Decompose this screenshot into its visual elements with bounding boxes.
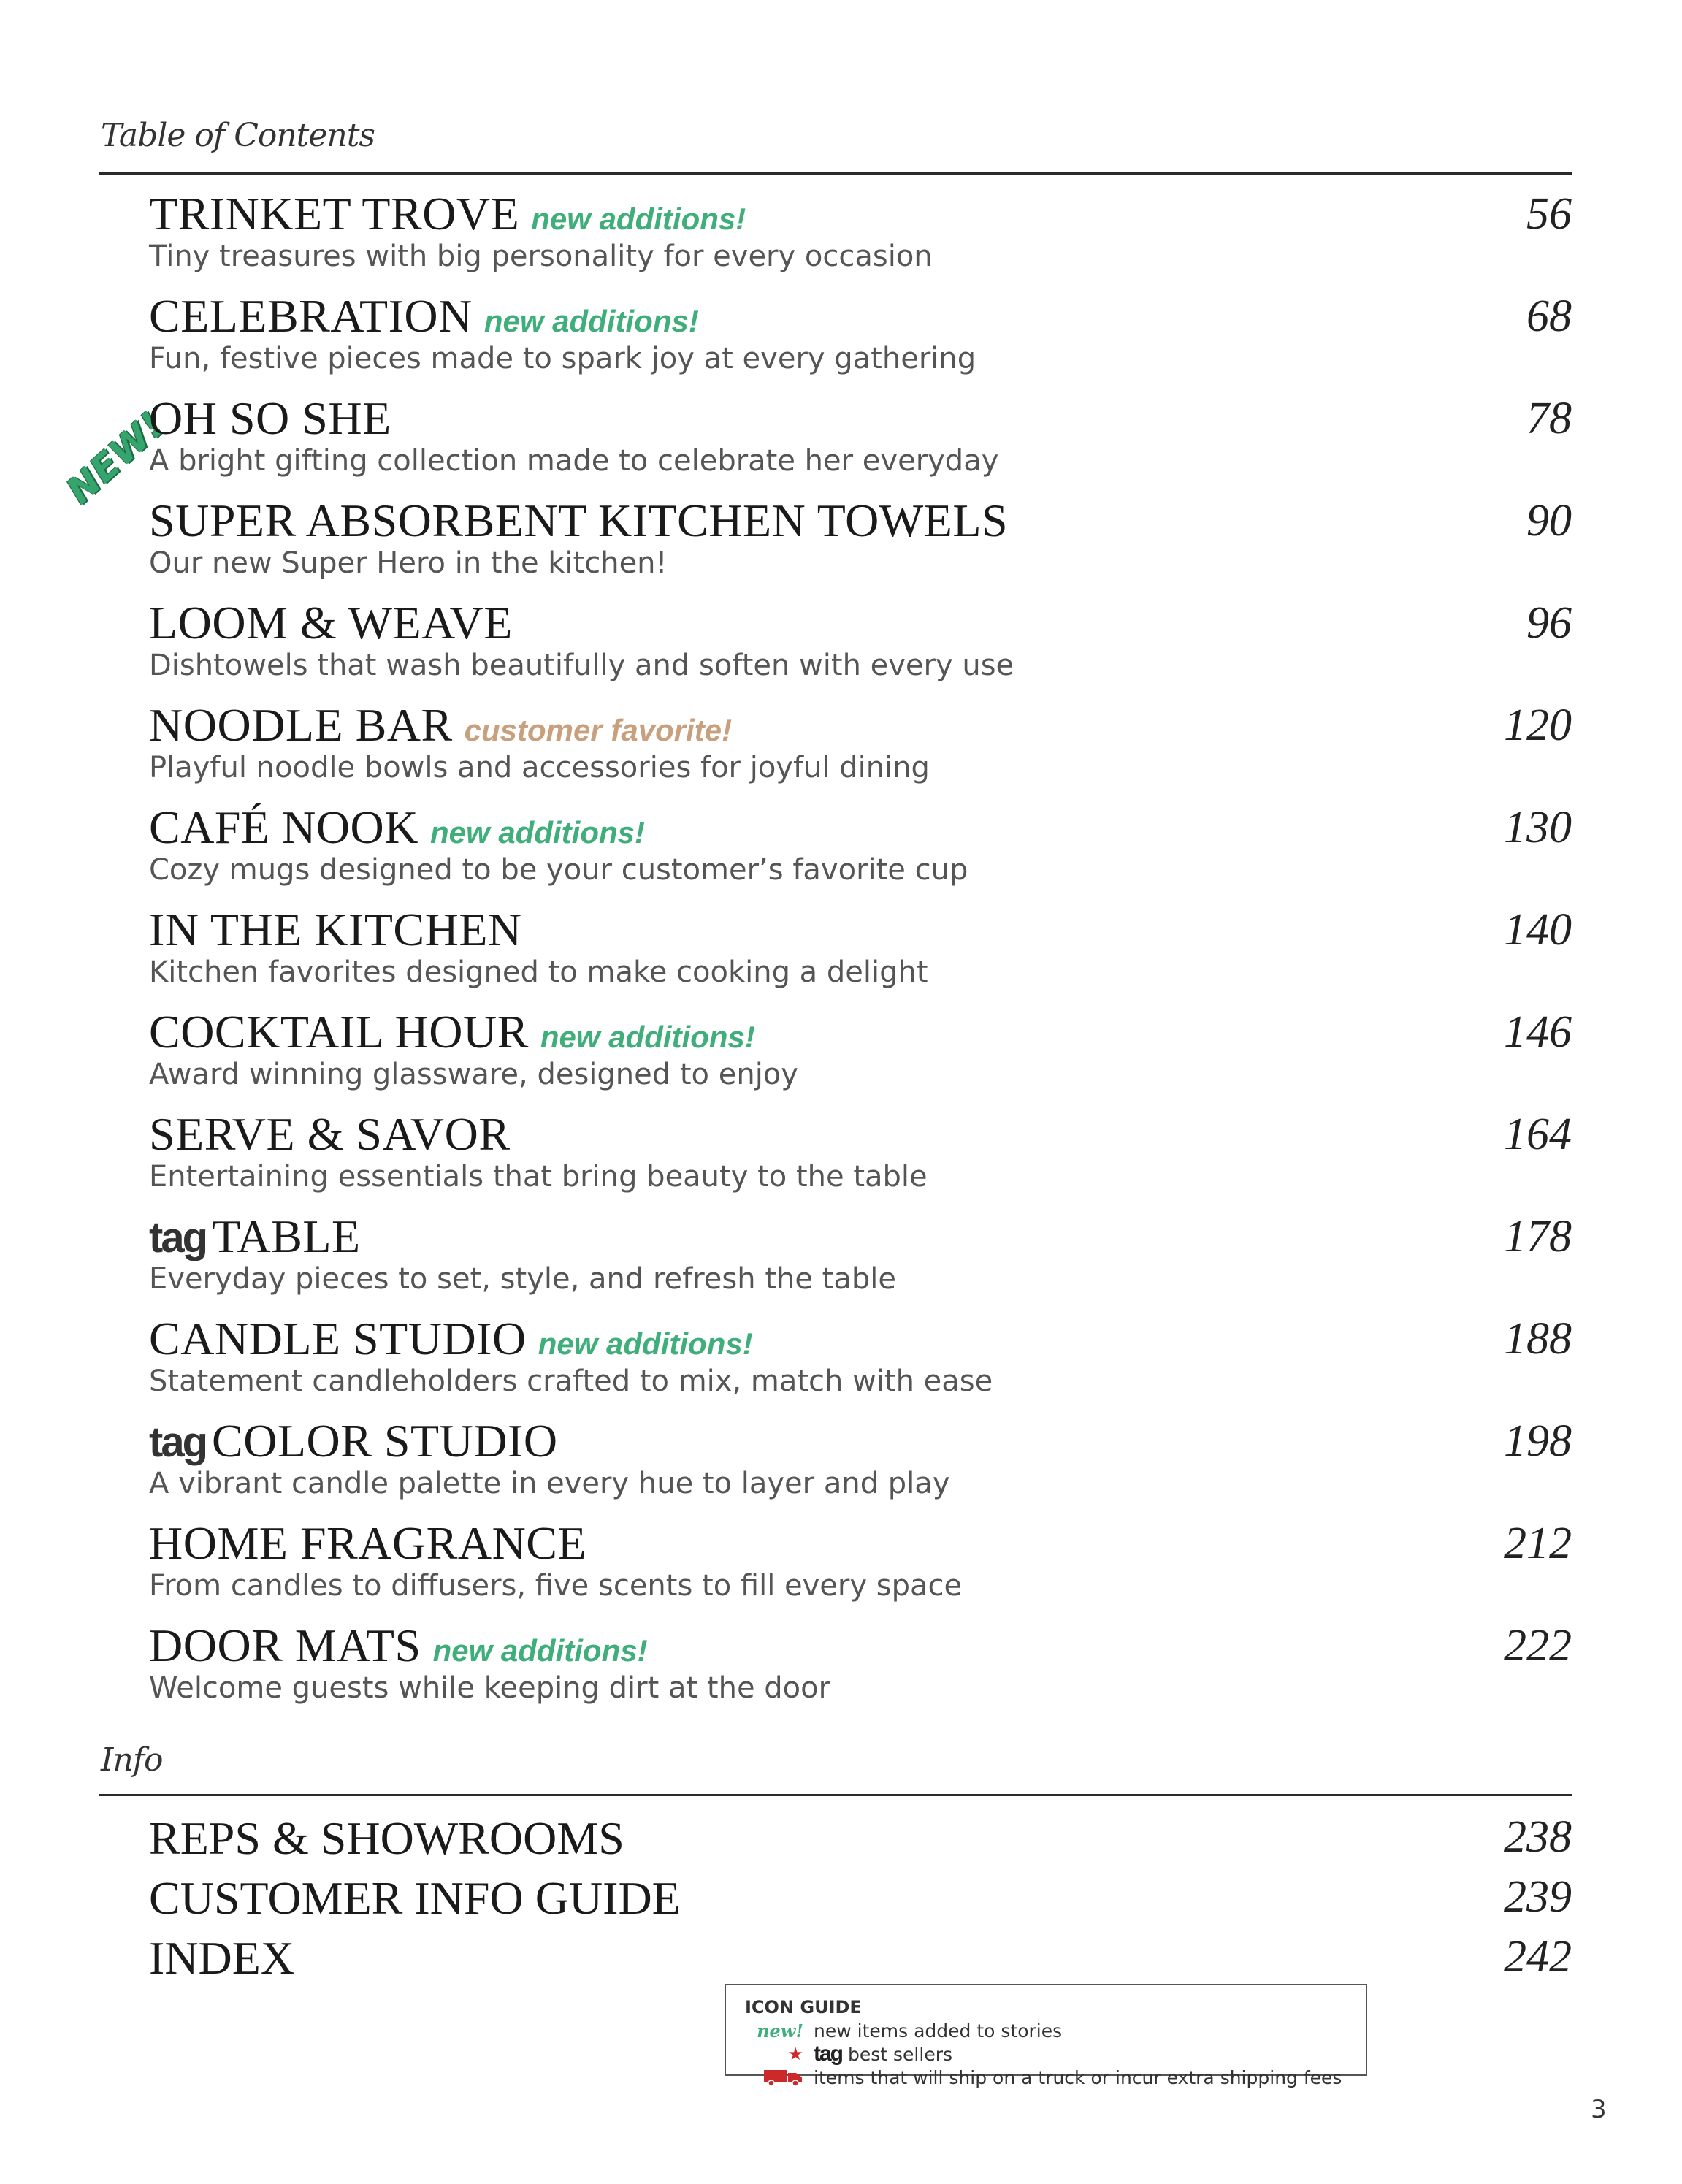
toc-divider <box>99 172 1572 175</box>
new-additions-badge: new additions! <box>483 304 699 338</box>
icon-guide-row-truck <box>745 2066 1350 2089</box>
icon-guide-new-text: new items added to stories <box>814 2020 1063 2042</box>
entry-page: 130 <box>1504 803 1572 852</box>
entry-title: IN THE KITCHEN <box>149 904 522 955</box>
tag-logo: tag <box>149 1214 206 1261</box>
entry-page: 56 <box>1526 189 1572 239</box>
entry-description: Statement candleholders crafted to mix, match with ease <box>149 1364 993 1398</box>
icon-guide-best-text: best sellers <box>848 2043 953 2065</box>
entry-description: Kitchen favorites designed to make cooking a delight <box>149 955 928 989</box>
entry-page: 78 <box>1526 394 1572 443</box>
entry-description: Our new Super Hero in the kitchen! <box>149 546 668 580</box>
entry-description: Award winning glassware, designed to enjoy <box>149 1058 798 1091</box>
toc-entry-serve-savor[interactable] <box>149 1107 1572 1210</box>
icon-guide <box>725 1984 1367 2088</box>
toc-list <box>149 187 1572 1721</box>
new-icon: new! <box>757 2020 803 2042</box>
icon-guide-row-new <box>745 2019 1350 2042</box>
entry-description: From candles to diffusers, five scents to fill every space <box>149 1569 963 1603</box>
new-additions-badge: new additions! <box>429 815 645 849</box>
entry-page: 140 <box>1504 905 1572 955</box>
entry-description: A vibrant candle palette in every hue to layer and play <box>149 1467 950 1500</box>
toc-entry-cafe-nook[interactable] <box>149 801 1572 903</box>
tag-logo: tag <box>814 2042 842 2066</box>
entry-description: Everyday pieces to set, style, and refresh the table <box>149 1262 896 1296</box>
entry-page: 96 <box>1526 598 1572 648</box>
entry-page: 120 <box>1504 700 1572 750</box>
tag-logo: tag <box>149 1419 206 1466</box>
toc-entry-tag-color-studio[interactable] <box>149 1414 1572 1516</box>
icon-guide-truck-text: items that will ship on a truck or incur extra shipping fees <box>814 2066 1342 2088</box>
entry-description: Cozy mugs designed to be your customer’s favorite cup <box>149 853 968 887</box>
info-page: 239 <box>1504 1872 1572 1922</box>
toc-entry-loom-weave[interactable] <box>149 596 1572 698</box>
entry-title: COCKTAIL HOUR <box>149 1006 529 1058</box>
info-entry-index[interactable] <box>149 1931 1572 1991</box>
entry-page: 164 <box>1504 1110 1572 1159</box>
entry-page: 90 <box>1526 496 1572 546</box>
info-title: CUSTOMER INFO GUIDE <box>149 1872 681 1924</box>
entry-title: HOME FRAGRANCE <box>149 1517 587 1569</box>
info-entry-customer-info-guide[interactable] <box>149 1871 1572 1931</box>
entry-description: Welcome guests while keeping dirt at the door <box>149 1671 831 1705</box>
entry-page: 178 <box>1504 1212 1572 1261</box>
icon-guide-row-best <box>745 2042 1350 2066</box>
entry-page: 188 <box>1504 1314 1572 1364</box>
customer-favorite-badge: customer favorite! <box>464 713 733 747</box>
info-title: INDEX <box>149 1932 295 1984</box>
info-list <box>149 1811 1572 1991</box>
entry-description: Playful noodle bowls and accessories for joyful dining <box>149 751 930 784</box>
entry-title: CAFÉ NOOK <box>149 801 418 853</box>
entry-page: 222 <box>1504 1621 1572 1671</box>
entry-title: DOOR MATS <box>149 1619 421 1671</box>
toc-entry-oh-so-she[interactable] <box>149 392 1572 494</box>
entry-page: 68 <box>1526 291 1572 341</box>
entry-title: LOOM & WEAVE <box>149 597 513 649</box>
toc-entry-celebration[interactable] <box>149 289 1572 392</box>
info-page: 238 <box>1504 1812 1572 1862</box>
entry-page: 146 <box>1504 1007 1572 1057</box>
entry-title: OH SO SHE <box>149 392 391 444</box>
entry-title: NOODLE BAR <box>149 699 453 751</box>
info-page: 242 <box>1504 1932 1572 1982</box>
entry-description: Tiny treasures with big personality for every occasion <box>149 240 933 273</box>
truck-icon <box>764 2069 803 2086</box>
entry-title: CELEBRATION <box>149 290 473 342</box>
toc-entry-home-fragrance[interactable] <box>149 1516 1572 1619</box>
new-additions-badge: new additions! <box>432 1633 648 1668</box>
new-additions-badge: new additions! <box>531 202 746 236</box>
entry-description: Fun, festive pieces made to spark joy at every gathering <box>149 342 976 375</box>
entry-description: A bright gifting collection made to celebrate her everyday <box>149 444 999 478</box>
entry-title: SERVE & SAVOR <box>149 1108 511 1160</box>
toc-entry-candle-studio[interactable] <box>149 1312 1572 1414</box>
info-entry-reps-showrooms[interactable] <box>149 1811 1572 1871</box>
toc-heading: Table of Contents <box>101 117 375 154</box>
info-title: REPS & SHOWROOMS <box>149 1812 624 1864</box>
entry-title: SUPER ABSORBENT KITCHEN TOWELS <box>149 495 1009 546</box>
toc-entry-noodle-bar[interactable] <box>149 698 1572 801</box>
toc-entry-in-the-kitchen[interactable] <box>149 903 1572 1005</box>
toc-entry-tag-table[interactable] <box>149 1210 1572 1312</box>
toc-entry-kitchen-towels[interactable] <box>149 494 1572 596</box>
new-additions-badge: new additions! <box>538 1326 753 1361</box>
entry-page: 212 <box>1504 1519 1572 1568</box>
info-heading: Info <box>101 1741 163 1779</box>
entry-description: Entertaining essentials that bring beauty to the table <box>149 1160 928 1194</box>
star-icon: ★ <box>787 2044 803 2064</box>
entry-title: TRINKET TROVE <box>149 188 520 240</box>
entry-title: COLOR STUDIO <box>212 1415 558 1467</box>
toc-entry-door-mats[interactable] <box>149 1619 1572 1721</box>
entry-title: TABLE <box>212 1210 361 1262</box>
new-stamp: NEW! <box>58 403 173 513</box>
new-additions-badge: new additions! <box>540 1020 755 1054</box>
info-divider <box>99 1794 1572 1796</box>
page-number: 3 <box>1591 2095 1607 2124</box>
toc-entry-trinket-trove[interactable] <box>149 187 1572 289</box>
entry-page: 198 <box>1504 1416 1572 1466</box>
toc-entry-cocktail-hour[interactable] <box>149 1005 1572 1107</box>
icon-guide-title: ICON GUIDE <box>745 1997 862 2017</box>
entry-title: CANDLE STUDIO <box>149 1313 527 1364</box>
entry-description: Dishtowels that wash beautifully and soften with every use <box>149 649 1014 682</box>
